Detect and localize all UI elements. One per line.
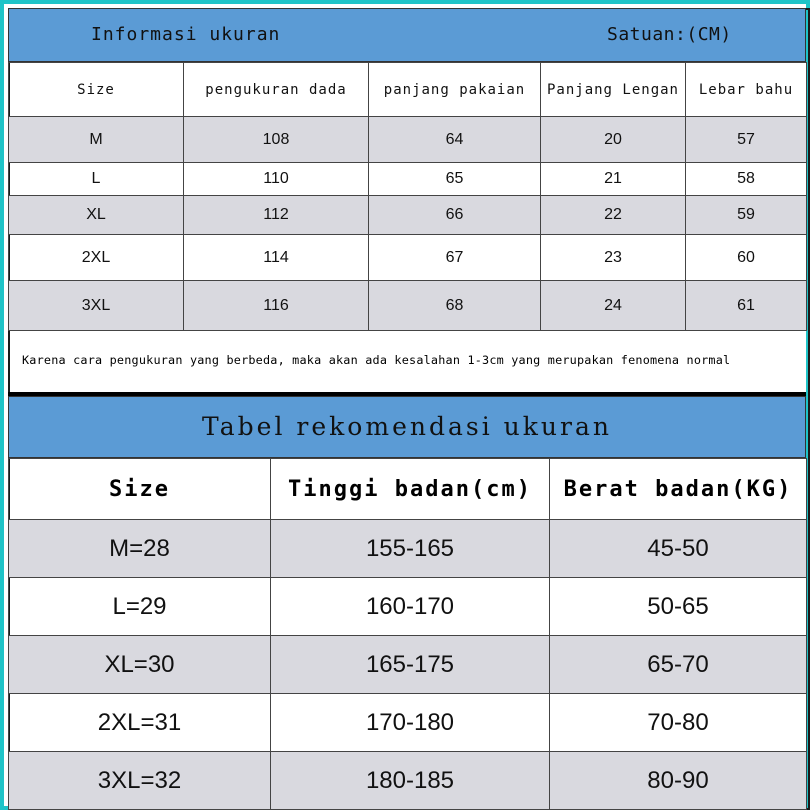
shoulder-cell: 61 xyxy=(686,281,807,331)
header-cell: pengukuran dada xyxy=(184,63,369,117)
size-cell: 3XL=32 xyxy=(9,752,271,810)
size-info-banner xyxy=(8,8,806,62)
length-cell: 68 xyxy=(369,281,541,331)
size-cell: 3XL xyxy=(9,281,184,331)
recommendation-header-row xyxy=(9,459,807,520)
height-cell: 165-175 xyxy=(271,636,550,694)
header-cell: panjang pakaian xyxy=(369,63,541,117)
header-cell: Size xyxy=(9,63,184,117)
table-row xyxy=(9,752,807,810)
shoulder-cell: 58 xyxy=(686,163,807,196)
header-cell: Lebar bahu xyxy=(686,63,807,117)
height-cell: 180-185 xyxy=(271,752,550,810)
height-cell: 160-170 xyxy=(271,578,550,636)
weight-cell: 65-70 xyxy=(550,636,807,694)
header-cell: Panjang Lengan xyxy=(541,63,686,117)
table-row xyxy=(9,520,807,578)
size-info-table xyxy=(8,62,807,331)
shoulder-cell: 60 xyxy=(686,235,807,281)
header-cell: Berat badan(KG) xyxy=(550,459,807,520)
note-text: Karena cara pengukuran yang berbeda, maka akan ada kesalahan 1-3cm yang merupakan fenomena normal xyxy=(22,353,731,367)
size-info-title: Informasi ukuran xyxy=(91,24,281,45)
size-cell: L xyxy=(9,163,184,196)
shoulder-cell: 59 xyxy=(686,196,807,235)
height-cell: 170-180 xyxy=(271,694,550,752)
table-row xyxy=(9,196,807,235)
height-cell: 155-165 xyxy=(271,520,550,578)
length-cell: 64 xyxy=(369,117,541,163)
size-cell: M=28 xyxy=(9,520,271,578)
table-row xyxy=(9,117,807,163)
chest-cell: 110 xyxy=(184,163,369,196)
chest-cell: 112 xyxy=(184,196,369,235)
length-cell: 66 xyxy=(369,196,541,235)
table-row xyxy=(9,578,807,636)
sleeve-cell: 23 xyxy=(541,235,686,281)
chest-cell: 108 xyxy=(184,117,369,163)
unit-label: Satuan:(CM) xyxy=(607,24,732,45)
recommendation-table xyxy=(8,458,807,810)
size-info-header-row xyxy=(9,63,807,117)
table-row xyxy=(9,281,807,331)
sleeve-cell: 22 xyxy=(541,196,686,235)
table-row xyxy=(9,694,807,752)
sleeve-cell: 21 xyxy=(541,163,686,196)
measurement-note xyxy=(8,330,806,390)
recommendation-title: Tabel rekomendasi ukuran xyxy=(202,412,612,441)
sleeve-cell: 24 xyxy=(541,281,686,331)
size-cell: L=29 xyxy=(9,578,271,636)
length-cell: 65 xyxy=(369,163,541,196)
table-row xyxy=(9,636,807,694)
table-row xyxy=(9,235,807,281)
header-cell: Size xyxy=(9,459,271,520)
weight-cell: 45-50 xyxy=(550,520,807,578)
shoulder-cell: 57 xyxy=(686,117,807,163)
size-cell: 2XL xyxy=(9,235,184,281)
weight-cell: 80-90 xyxy=(550,752,807,810)
size-cell: 2XL=31 xyxy=(9,694,271,752)
length-cell: 67 xyxy=(369,235,541,281)
chest-cell: 116 xyxy=(184,281,369,331)
recommendation-banner xyxy=(8,396,806,458)
sleeve-cell: 20 xyxy=(541,117,686,163)
size-cell: XL=30 xyxy=(9,636,271,694)
header-cell: Tinggi badan(cm) xyxy=(271,459,550,520)
size-cell: XL xyxy=(9,196,184,235)
chest-cell: 114 xyxy=(184,235,369,281)
table-row xyxy=(9,163,807,196)
weight-cell: 70-80 xyxy=(550,694,807,752)
weight-cell: 50-65 xyxy=(550,578,807,636)
size-cell: M xyxy=(9,117,184,163)
